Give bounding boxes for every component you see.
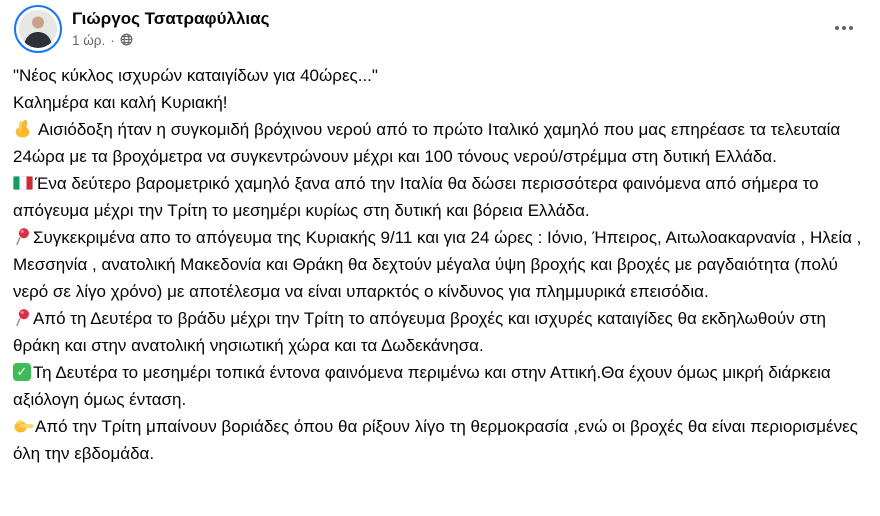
pushpin-emoji (13, 227, 32, 249)
paragraph-text: Από τη Δευτέρα το βράδυ μέχρι την Τρίτη το απόγευμα βροχές και ισχυρές καταιγίδες θα εκδηλωθούν στη θράκη και στην ανατολική νησιωτική χώρα και τα Δωδεκάνησα. (13, 309, 826, 355)
paragraph-text: Ένα δεύτερο βαρομετρικό χαμηλό ξανα από την Ιταλία θα δώσει περισσότερα φαινόμενα από σήμερα το απόγευμα μέχρι την Τρίτη το μεσημέρι κυρίως στη δυτική και βόρεια Ελλάδα. (13, 174, 819, 220)
post-options-button[interactable] (832, 19, 856, 37)
italy-flag-emoji (13, 176, 33, 190)
person-avatar-icon (19, 10, 57, 48)
post-paragraph (13, 305, 867, 359)
post-paragraph (13, 62, 867, 89)
globe-icon (120, 33, 133, 49)
header-info (72, 5, 269, 49)
point-right-emoji (13, 416, 34, 438)
avatar[interactable] (14, 5, 62, 53)
post-paragraph (13, 413, 867, 467)
paragraph-text: Συγκεκριμένα απο το απόγευμα της Κυριακής 9/11 και για 24 ώρες : Ιόνιο, Ήπειρος, Αιτωλοακαρνανία , Ηλεία , Μεσσηνία , ανατολική Μακεδονία και Θράκη θα δεχτούν μέγαλα ύψη βροχής και βροχές με ραγδαιότητα (πολύ νερό σε λίγο χρόνο) με αποτέλεσμα να είναι υπαρκτός ο κίνδυνος για πλημμυρικά επεισόδια. (13, 228, 862, 301)
paragraph-text: "Νέος κύκλος ισχυρών καταιγίδων για 40ώρες..." (13, 66, 378, 85)
post-paragraph (13, 224, 867, 305)
post-header (0, 0, 880, 55)
author-name[interactable]: Γιώργος Τσατραφύλλιας (72, 9, 270, 28)
post-paragraph (13, 116, 867, 170)
ellipsis-icon (834, 25, 854, 31)
post-body (0, 55, 880, 467)
avatar-photo (19, 10, 57, 48)
post-paragraph (13, 359, 867, 413)
crossed-fingers-emoji (13, 118, 33, 141)
post-meta (72, 33, 269, 49)
meta-separator: · (110, 33, 115, 48)
check-mark-emoji (13, 363, 31, 381)
paragraph-text: Τη Δευτέρα το μεσημέρι τοπικά έντονα φαινόμενα περιμένω και στην Αττική.Θα έχουν όμως μικρή διάρκεια αξιόλογη όμως ένταση. (13, 363, 831, 409)
pushpin-emoji (13, 308, 32, 330)
timestamp[interactable]: 1 ώρ. (72, 33, 106, 48)
post-paragraph (13, 170, 867, 224)
paragraph-text: Από την Τρίτη μπαίνουν βοριάδες όπου θα ρίξουν λίγο τη θερμοκρασία ,ενώ οι βροχές θα είναι περιορισμένες όλη την εβδομάδα. (13, 417, 858, 463)
paragraph-text: Αισιόδοξη ήταν η συγκομιδή βρόχινου νερού από το πρώτο Ιταλικό χαμηλό που μας επηρέασε τα τελευταία 24ώρα με τα βροχόμετρα να συγκεντρώνουν μέχρι και 100 τόνους νερού/στρέμμα στη δυτική Ελλάδα. (13, 120, 841, 166)
paragraph-text: Καλημέρα και καλή Κυριακή! (13, 93, 228, 112)
post-paragraph (13, 89, 867, 116)
